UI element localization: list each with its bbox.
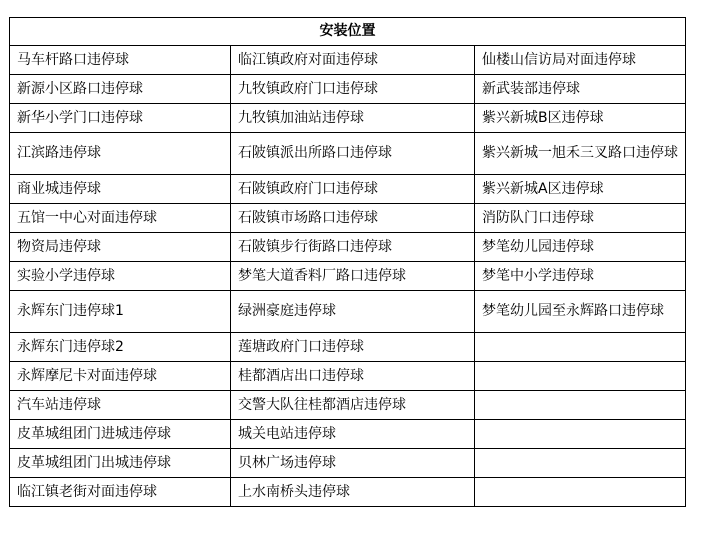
- table-cell: 九牧镇政府门口违停球: [231, 75, 475, 104]
- table-cell: 五馆一中心对面违停球: [10, 204, 231, 233]
- table-cell: 皮革城组团门进城违停球: [10, 420, 231, 449]
- table-row: [10, 420, 686, 449]
- table-cell: 梦笔幼儿园至永辉路口违停球: [475, 291, 686, 333]
- table-header-install-location: 安装位置: [10, 18, 686, 46]
- table-cell: [475, 478, 686, 507]
- table-cell: 消防队门口违停球: [475, 204, 686, 233]
- table-row: [10, 333, 686, 362]
- table-cell: 梦笔幼儿园违停球: [475, 233, 686, 262]
- table-cell: 梦笔大道香料厂路口违停球: [231, 262, 475, 291]
- table-cell: 仙楼山信访局对面违停球: [475, 46, 686, 75]
- table-cell: 交警大队往桂都酒店违停球: [231, 391, 475, 420]
- table-row: [10, 175, 686, 204]
- table-row: [10, 133, 686, 175]
- table-row: [10, 291, 686, 333]
- table-cell: [475, 449, 686, 478]
- table-cell: 梦笔中小学违停球: [475, 262, 686, 291]
- table-cell: 绿洲豪庭违停球: [231, 291, 475, 333]
- table-cell: 石陂镇派出所路口违停球: [231, 133, 475, 175]
- table-cell: 永辉摩尼卡对面违停球: [10, 362, 231, 391]
- table-cell: [475, 362, 686, 391]
- table-cell: 紫兴新城A区违停球: [475, 175, 686, 204]
- table-cell: 永辉东门违停球2: [10, 333, 231, 362]
- table-cell: 皮革城组团门出城违停球: [10, 449, 231, 478]
- table-cell: 城关电站违停球: [231, 420, 475, 449]
- table-cell: 江滨路违停球: [10, 133, 231, 175]
- table-cell: 临江镇老街对面违停球: [10, 478, 231, 507]
- table-cell: 新华小学门口违停球: [10, 104, 231, 133]
- table-cell: 石陂镇市场路口违停球: [231, 204, 475, 233]
- table-cell: 贝林广场违停球: [231, 449, 475, 478]
- table-cell: 九牧镇加油站违停球: [231, 104, 475, 133]
- table-header-row: [10, 18, 686, 46]
- table-row: [10, 104, 686, 133]
- table-cell: [475, 391, 686, 420]
- table-cell: 商业城违停球: [10, 175, 231, 204]
- table-cell: 桂都酒店出口违停球: [231, 362, 475, 391]
- table-cell: 物资局违停球: [10, 233, 231, 262]
- table-row: [10, 391, 686, 420]
- table-cell: 永辉东门违停球1: [10, 291, 231, 333]
- table-cell: 新源小区路口违停球: [10, 75, 231, 104]
- install-location-table: [9, 17, 686, 507]
- table-cell: 马车杆路口违停球: [10, 46, 231, 75]
- table-row: [10, 449, 686, 478]
- table-cell: 石陂镇政府门口违停球: [231, 175, 475, 204]
- table-cell: 上水南桥头违停球: [231, 478, 475, 507]
- table-cell: 石陂镇步行街路口违停球: [231, 233, 475, 262]
- table-cell: [475, 420, 686, 449]
- table-cell: 临江镇政府对面违停球: [231, 46, 475, 75]
- table-cell: 汽车站违停球: [10, 391, 231, 420]
- table-cell: 紫兴新城B区违停球: [475, 104, 686, 133]
- table-row: [10, 46, 686, 75]
- table-cell: [475, 333, 686, 362]
- table-row: [10, 75, 686, 104]
- table-cell: 紫兴新城一旭禾三叉路口违停球: [475, 133, 686, 175]
- table-row: [10, 478, 686, 507]
- table-row: [10, 362, 686, 391]
- table-cell: 新武装部违停球: [475, 75, 686, 104]
- table-row: [10, 204, 686, 233]
- table-row: [10, 262, 686, 291]
- table-cell: 莲塘政府门口违停球: [231, 333, 475, 362]
- table-row: [10, 233, 686, 262]
- table-cell: 实验小学违停球: [10, 262, 231, 291]
